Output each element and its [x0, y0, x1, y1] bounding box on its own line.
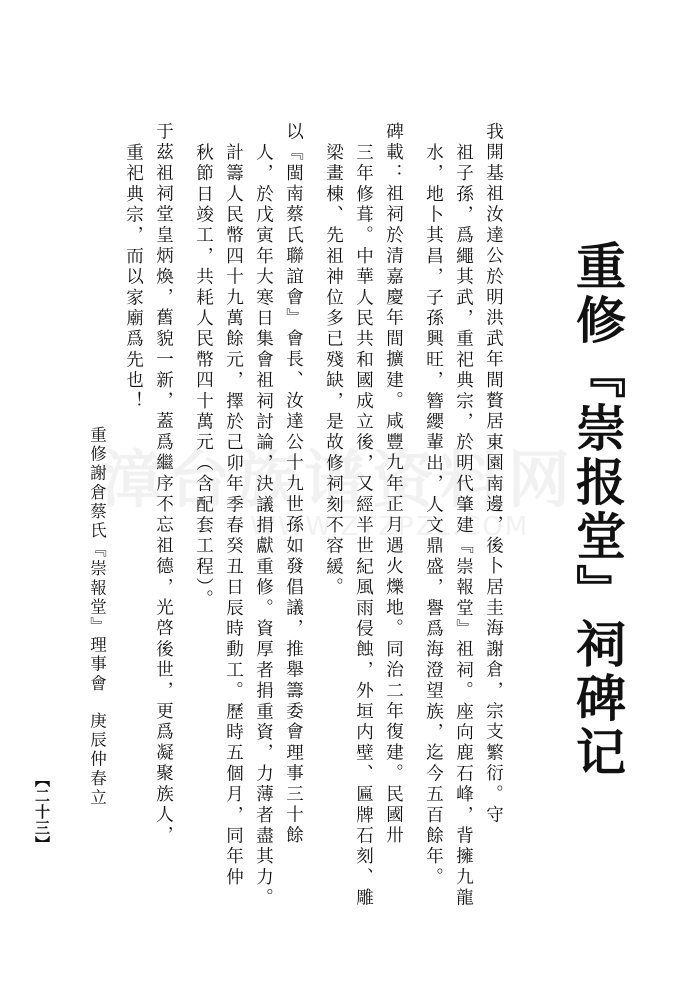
- signature-organization: 重修謝倉蔡氏『崇報堂』理事會: [87, 426, 107, 694]
- stele-title: 重修『崇报堂』祠碑记: [568, 240, 626, 780]
- body-column-6: 梁畫棟、先祖神位多已殘缺，是故修祠刻不容緩。: [323, 143, 344, 599]
- body-column-9: 計籌人民幣四十九萬餘元，擇於己卯年季春癸丑日辰時動工。歷時五個月，同年仲: [223, 143, 244, 889]
- signature-date: 庚辰仲春立: [87, 712, 107, 808]
- body-column-2: 祖子孫，爲繩其武，重祀典宗，於明代肇建『崇報堂』祖祠。座向鹿石峰，背擁九龍: [453, 143, 474, 909]
- body-column-1: 我開基祖汝達公於明洪武年間贅居東園南邊，後卜居圭海謝倉，宗支繁衍。守: [483, 122, 504, 826]
- watermark-url: WWW.ZTZPZL.COM: [250, 512, 530, 542]
- body-column-11: 于茲祖祠堂皇炳煥，舊貌一新，蓋爲繼序不忘祖德，光啓後世，更爲凝聚族人，: [153, 122, 174, 847]
- body-column-7: 以『閩南蔡氏聯誼會』會長、汝達公十九世孫如發倡議，推舉籌委會理事三十餘: [283, 122, 304, 847]
- body-column-4: 碑載：祖祠於清嘉慶年間擴建。咸豐九年正月遇火爍地。同治二年復建。民國卅: [383, 122, 404, 847]
- watermark-text: 漳台族谱资料网: [100, 443, 577, 516]
- body-column-12: 重祀典宗，而以家廟爲先也！: [123, 143, 144, 413]
- page-number: 【二十三】: [33, 772, 51, 852]
- body-column-10: 秋節日竣工，共耗人民幣四十萬元（含配套工程）。: [193, 143, 214, 611]
- body-column-8: 人，於戊寅年大寒日集會祖祠討論，決議捐獻重修。資厚者捐重資，力薄者盡其力。: [253, 143, 274, 909]
- body-column-5: 三年修葺。中華人民共和國成立後，又經半世紀風雨侵蝕，外垣内壁、匾牌石刻、雕: [353, 143, 374, 909]
- body-column-3: 水，地卜其昌，子孫興旺，簪纓輩出，人文鼎盛，譽爲海澄望族，迄今五百餘年。: [423, 143, 444, 889]
